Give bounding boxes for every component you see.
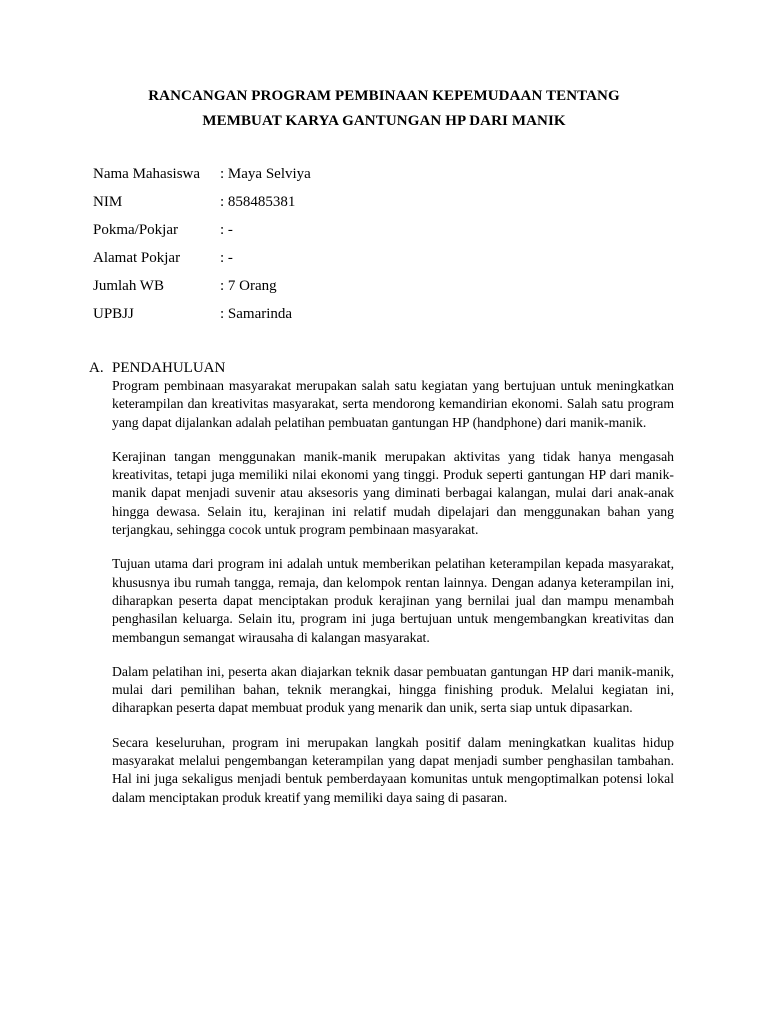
info-label: Jumlah WB <box>93 278 164 294</box>
student-info-block <box>93 165 593 333</box>
info-value: : Samarinda <box>220 306 293 322</box>
info-label: NIM <box>93 194 123 210</box>
section-heading <box>89 359 679 377</box>
info-label: UPBJJ <box>93 306 134 322</box>
document-title-line-1: RANCANGAN PROGRAM PEMBINAAN KEPEMUDAAN TENTANG <box>148 88 620 104</box>
paragraph: Program pembinaan masyarakat merupakan salah satu kegiatan yang bertujuan untuk meningkatkan keterampilan dan kreativitas masyarakat, serta mendorong kemandirian ekonomi. Salah satu program yang dapat dijalankan adalah pelatihan pembuatan gantungan HP (handphone) dari manik-manik. <box>112 378 674 430</box>
info-label: Pokma/Pokjar <box>93 222 178 238</box>
info-label: Nama Mahasiswa <box>93 166 201 182</box>
section-title: PENDAHULUAN <box>112 360 226 376</box>
paragraph: Tujuan utama dari program ini adalah untuk memberikan pelatihan keterampilan kepada masyarakat, khususnya ibu rumah tangga, remaja, dan kelompok rentan lainnya. Dengan adanya keterampilan ini, diharapkan peserta dapat menciptakan produk kerajinan yang bernilai jual dan mampu menambah penghasilan keluarga. Selain itu, program ini juga bertujuan untuk mengembangkan kreativitas dan membangun semangat wirausaha di kalangan masyarakat. <box>112 556 674 645</box>
info-value: : Maya Selviya <box>220 166 311 182</box>
paragraph: Dalam pelatihan ini, peserta akan diajarkan teknik dasar pembuatan gantungan HP dari manik-manik, mulai dari pemilihan bahan, teknik merangkai, hingga finishing produk. Melalui kegiatan ini, diharapkan peserta dapat membuat produk yang menarik dan unik, serta siap untuk dipasarkan. <box>112 663 674 716</box>
info-value: : 858485381 <box>220 194 296 210</box>
section-body <box>112 377 674 807</box>
info-label: Alamat Pokjar <box>93 250 181 266</box>
info-row-alamat <box>93 249 593 277</box>
section-letter: A. <box>89 360 104 376</box>
info-value: : - <box>220 250 233 266</box>
info-value: : - <box>220 222 233 238</box>
document-title-line-2: MEMBUAT KARYA GANTUNGAN HP DARI MANIK <box>202 113 566 129</box>
info-value: : 7 Orang <box>220 278 277 294</box>
paragraph: Secara keseluruhan, program ini merupakan langkah positif dalam meningkatkan kualitas hidup masyarakat melalui pengembangan keterampilan yang dapat menjadi sumber penghasilan tambahan. Hal ini juga sekaligus menjadi bentuk pemberdayaan komunitas untuk mengoptimalkan potensi lokal dalam menciptakan produk kreatif yang memiliki daya saing di pasaran. <box>112 734 674 805</box>
section-pendahuluan <box>89 359 679 823</box>
info-row-upbjj <box>93 305 593 333</box>
info-row-nama <box>93 165 593 193</box>
info-row-jumlah <box>93 277 593 305</box>
info-row-pokma <box>93 221 593 249</box>
info-row-nim <box>93 193 593 221</box>
paragraph: Kerajinan tangan menggunakan manik-manik merupakan aktivitas yang tidak hanya mengasah kreativitas, tetapi juga memiliki nilai ekonomi yang tinggi. Produk seperti gantungan HP dari manik-manik dapat menjadi suvenir atau aksesoris yang diminati berbagai kalangan, mulai dari anak-anak hingga dewasa. Selain itu, kerajinan ini relatif mudah dipelajari dan menggunakan bahan yang terjangkau, sehingga cocok untuk program pembinaan masyarakat. <box>112 448 674 538</box>
